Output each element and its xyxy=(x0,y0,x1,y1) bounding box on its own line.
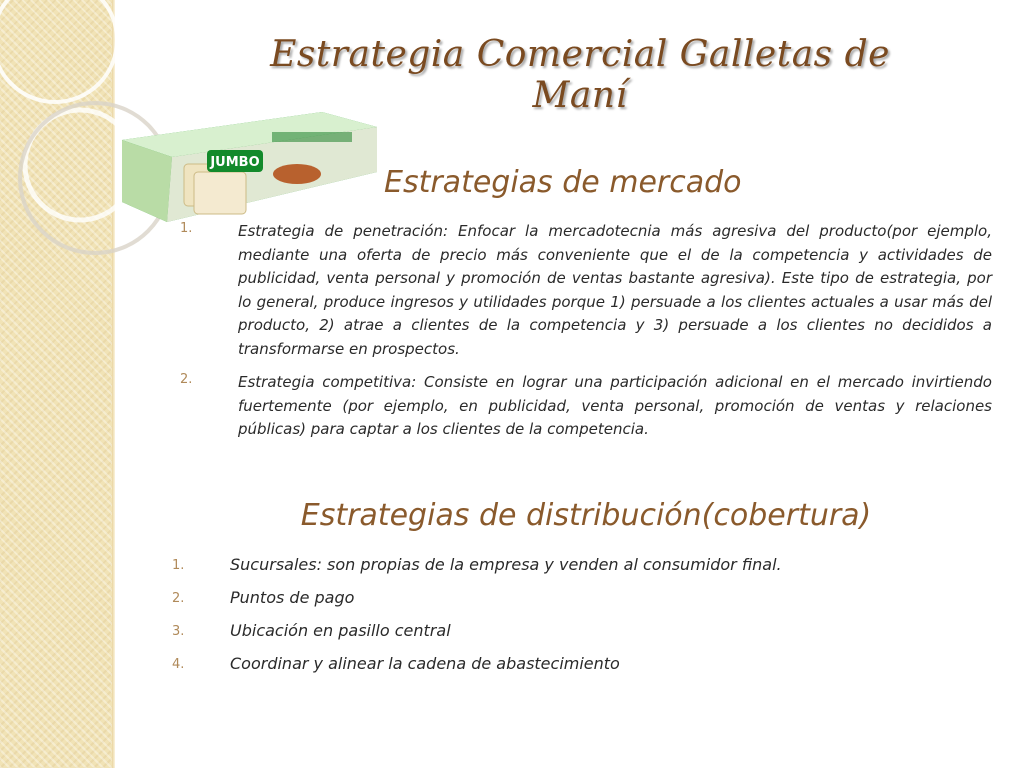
cracker-package-image xyxy=(122,112,377,237)
list-item-text: Puntos de pago xyxy=(230,588,355,607)
list-item-text: Sucursales: son propias de la empresa y venden al consumidor final. xyxy=(230,555,782,574)
list-item-text: Estrategia de penetración: Enfocar la mercadotecnia más agresiva del producto(por ejemplo, mediante una oferta de precio más conveniente que el de la competencia y actividades de publicidad, venta personal y promoción de ventas bastante agresiva). Este tipo de estrategia, por lo general, produce ingresos y utilidades porque 1) persuade a los clientes actuales a usar más del producto, 2) atrae a clientes de la competencia y 3) persuade a los clientes no decididos a transformarse en prospectos. xyxy=(238,222,992,358)
distribution-strategies-list xyxy=(160,555,960,687)
market-strategies-list xyxy=(168,220,992,452)
deco-circle-1 xyxy=(0,0,117,102)
list-item xyxy=(160,555,960,588)
list-item xyxy=(160,654,960,687)
distribution-strategies-heading: Estrategias de distribución(cobertura) xyxy=(300,498,872,533)
list-number: 2. xyxy=(180,372,193,387)
list-item-text: Coordinar y alinear la cadena de abastecimiento xyxy=(230,654,620,673)
list-item-text: Ubicación en pasillo central xyxy=(230,621,451,640)
list-item xyxy=(168,220,992,361)
slide-title: Estrategia Comercial Galletas de Maní xyxy=(270,34,890,116)
list-number: 1. xyxy=(172,558,185,573)
list-number: 2. xyxy=(172,591,185,606)
list-item xyxy=(160,621,960,654)
peanut-graphic xyxy=(273,164,321,184)
list-item xyxy=(160,588,960,621)
market-strategies-heading: Estrategias de mercado xyxy=(384,165,742,200)
package-stripe xyxy=(272,132,352,142)
list-number: 4. xyxy=(172,657,185,672)
cracker-2 xyxy=(194,172,246,214)
list-item-text: Estrategia competitiva: Consiste en lograr una participación adicional en el mercado invirtiendo fuertemente (por ejemplo, en publicidad, venta personal, promoción de ventas y relaciones públicas) para captar a los clientes de la competencia. xyxy=(238,373,992,438)
list-number: 3. xyxy=(172,624,185,639)
list-item xyxy=(168,371,992,442)
list-number: 1. xyxy=(180,221,193,236)
jumbo-label-text: JUMBO xyxy=(210,155,260,170)
